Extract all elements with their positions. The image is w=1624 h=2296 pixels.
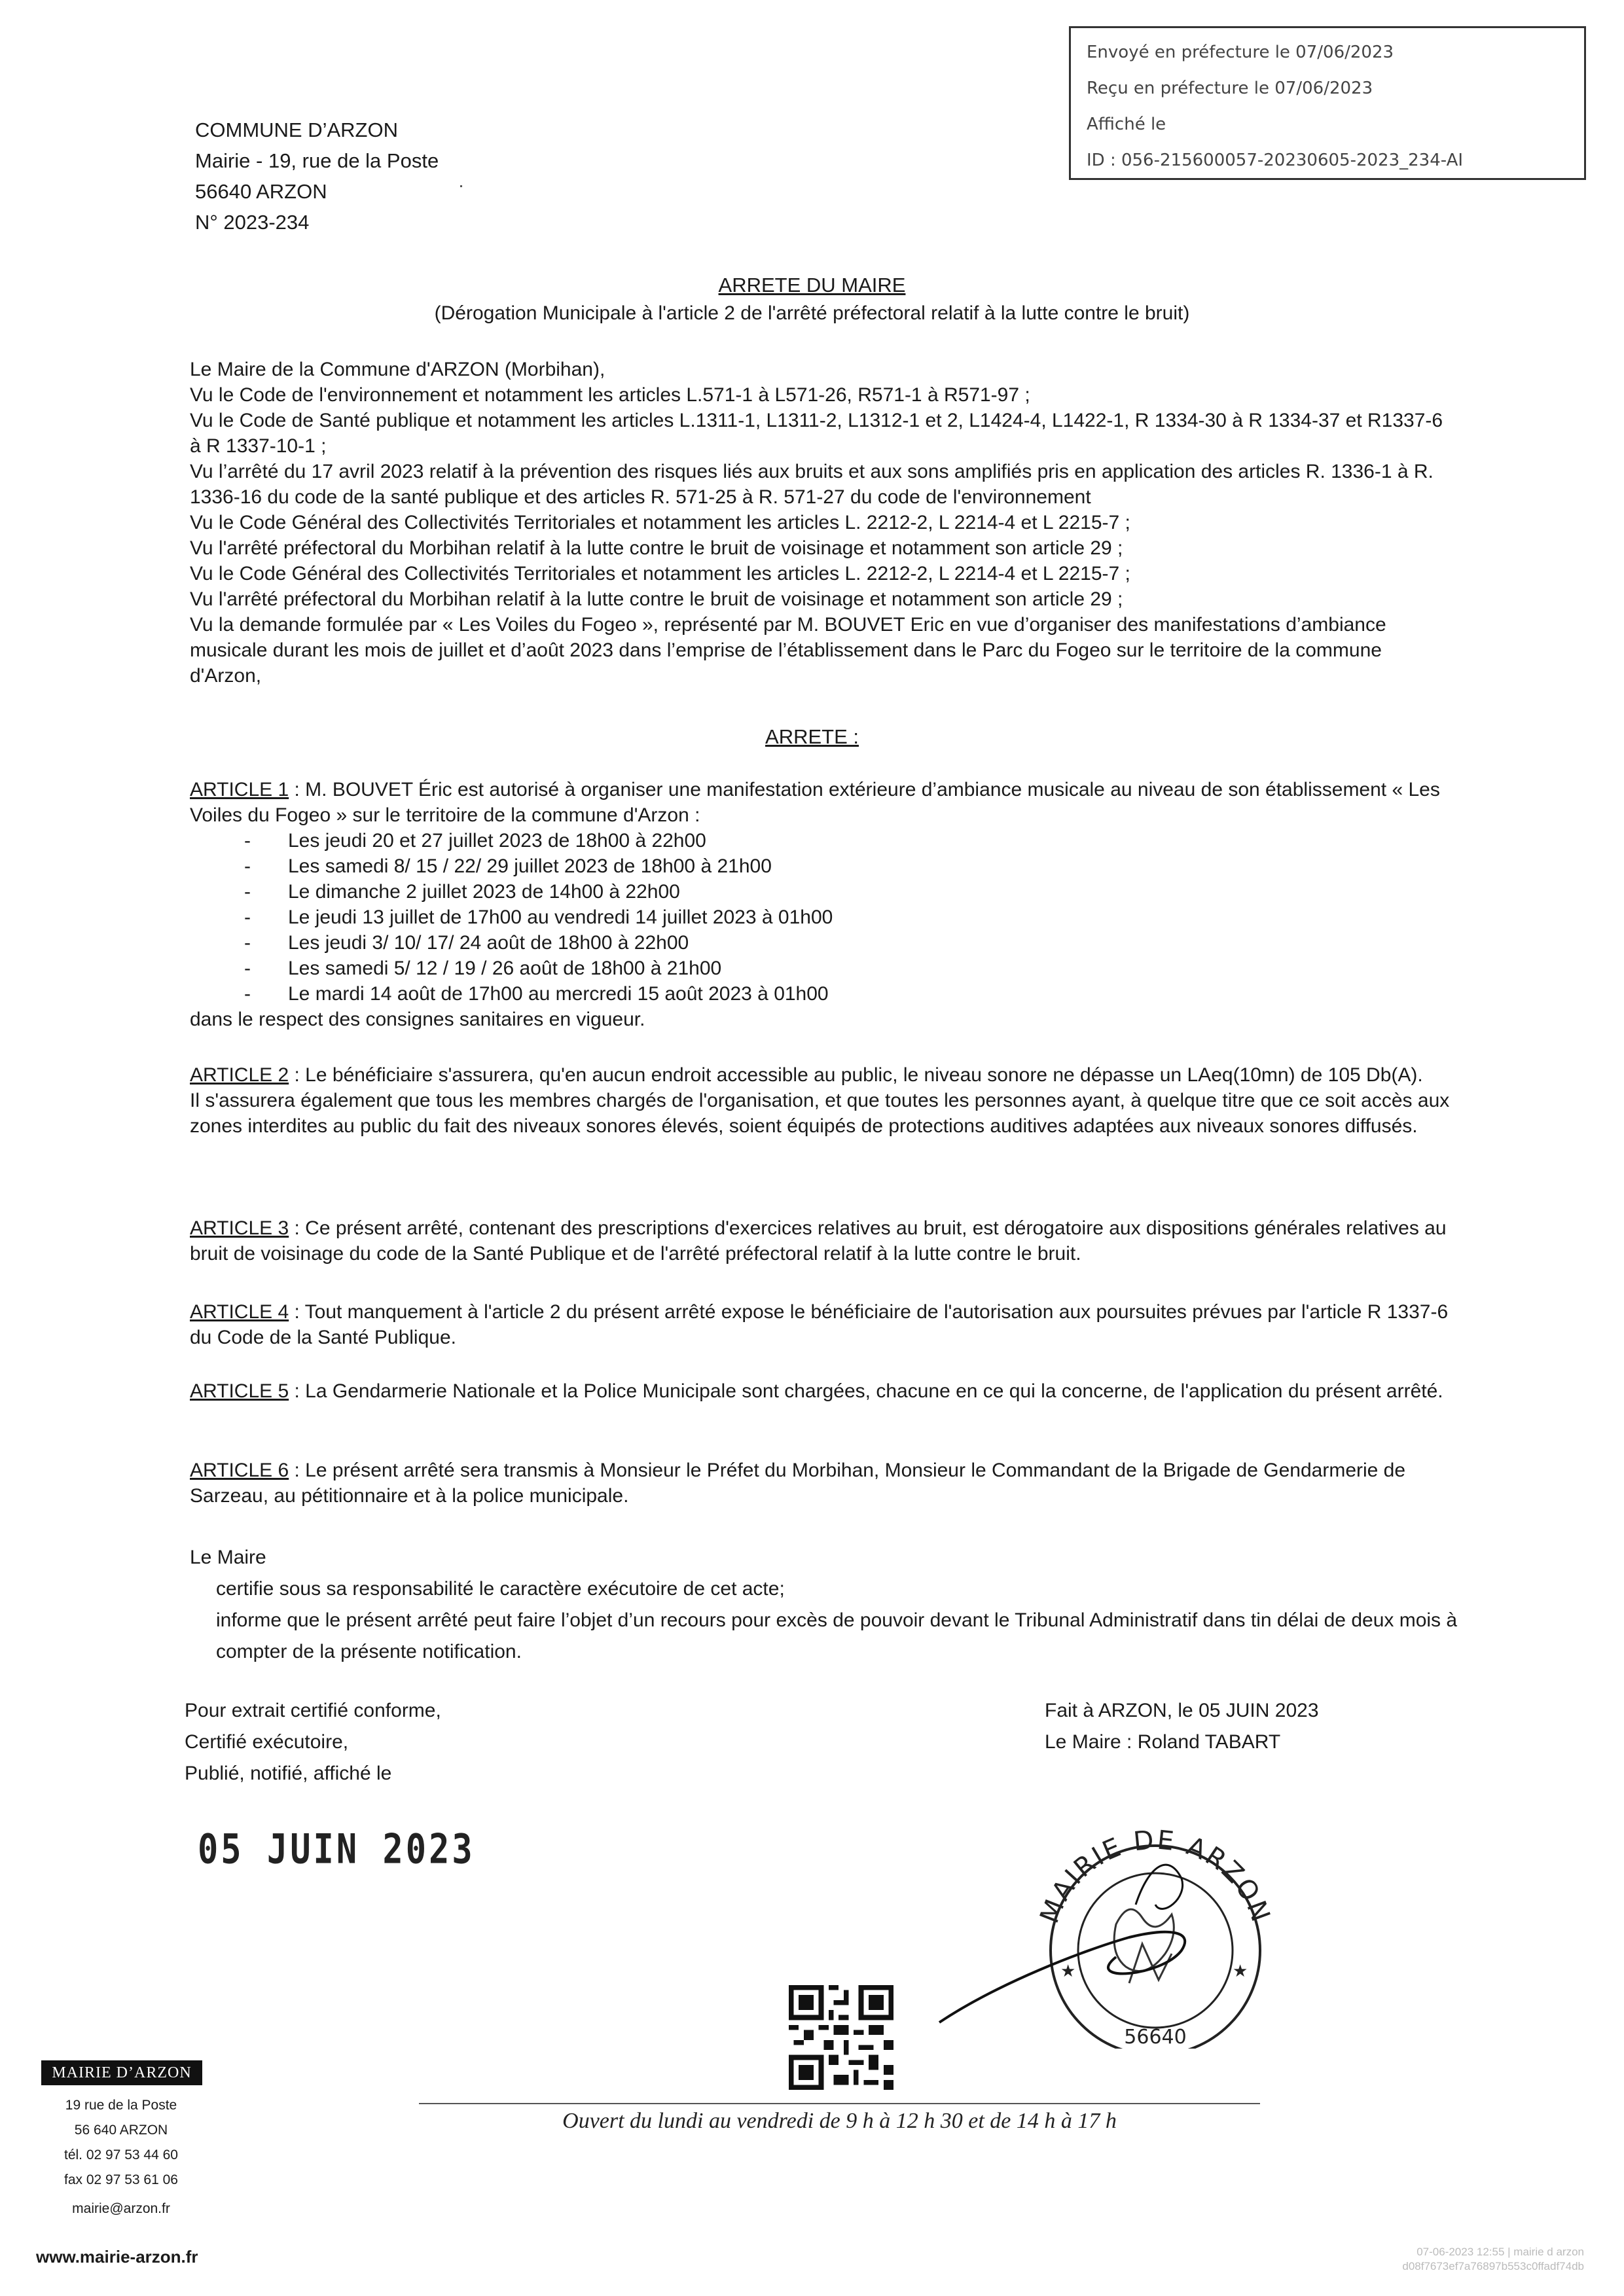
article-3-label: ARTICLE 3	[190, 1217, 289, 1239]
article-3	[190, 1215, 1456, 1266]
mayor-informs: informe que le présent arrêté peut faire l’objet d’un recours pour excès de pouvoir devant le Tribunal Administratif dans tin délai de deux mois à compter de la présente notification.	[216, 1609, 1458, 1662]
stamp-received-line: Reçu en préfecture le 07/06/2023	[1087, 79, 1373, 98]
article-4	[190, 1299, 1456, 1350]
sender-block	[195, 115, 439, 238]
place-and-date: Fait à ARZON, le 05 JUIN 2023	[1045, 1700, 1319, 1721]
certification-block	[185, 1695, 441, 1789]
certified-executory: Certifié exécutoire,	[185, 1731, 349, 1753]
article-6-label: ARTICLE 6	[190, 1460, 289, 1481]
event-date-item: - Les samedi 8/ 15 / 22/ 29 juillet 2023 de 18h00 à 21h00	[190, 853, 1456, 879]
preamble-line: Vu l'arrêté préfectoral du Morbihan relatif à la lutte contre le bruit de voisinage et notamment son article 29 ;	[190, 537, 1123, 559]
qr-code-icon	[789, 1985, 893, 2090]
mayor-name: Le Maire : Roland TABART	[1045, 1731, 1281, 1753]
event-date-item: - Le mardi 14 août de 17h00 au mercredi 15 août 2023 à 01h00	[190, 981, 1456, 1007]
sender-commune: COMMUNE D’ARZON	[195, 118, 398, 141]
mayor-certification	[190, 1542, 1466, 1668]
trace-hash: d08f7673ef7a76897b553c0ffadf74db	[1402, 2260, 1584, 2272]
arrete-heading: ARRETE :	[765, 725, 859, 748]
article-5-text: : La Gendarmerie Nationale et la Police Municipale sont chargées, chacune en ce qui la concerne, de l'application du présent arrêté.	[289, 1380, 1443, 1402]
article-3-text: : Ce présent arrêté, contenant des prescriptions d'exercices relatives au bruit, est dérogatoire aux dispositions générales relatives au bruit de voisinage du code de la Santé Publique et de l'arrêté préfectoral relatif à la lutte contre le bruit.	[190, 1217, 1447, 1265]
event-date-list	[190, 828, 1456, 1007]
article-6	[190, 1458, 1456, 1509]
sender-address: Mairie - 19, rue de la Poste	[195, 149, 439, 172]
certified-extract: Pour extrait certifié conforme,	[185, 1700, 441, 1721]
seal-text: MAIRIE DE ARZON	[1034, 1825, 1276, 1928]
svg-text:MAIRIE DE ARZON	[1034, 1825, 1276, 1928]
footer-email[interactable]: mairie@arzon.fr	[72, 2201, 170, 2216]
footer-phone: tél. 02 97 53 44 60	[64, 2147, 178, 2162]
footer-website-link[interactable]: www.mairie-arzon.fr	[36, 2247, 198, 2267]
preamble-line: Vu l’arrêté du 17 avril 2023 relatif à la prévention des risques liés aux bruits et aux sons amplifiés pris en application des articles R. 1336-1 à R. 1336-16 du code de la santé publique et des articles R. 571-25 à R. 571-27 du code de l'environnement	[190, 461, 1434, 508]
opening-hours: Ouvert du lundi au vendredi de 9 h à 12 h 30 et de 14 h à 17 h	[562, 2109, 1117, 2133]
article-2-text-2: Il s'assurera également que tous les membres chargés de l'organisation, et que toutes les personnes ayant, à quelque titre que ce soit accès aux zones interdites au public du fait des niveaux sonores élevés, soient équipés de protections auditives adaptées aux niveaux sonores diffusés.	[190, 1090, 1450, 1137]
event-date-item: - Le jeudi 13 juillet de 17h00 au vendredi 14 juillet 2023 à 01h00	[190, 905, 1456, 930]
mairie-logo: MAIRIE D’ARZON	[41, 2060, 202, 2085]
article-6-text: : Le présent arrêté sera transmis à Monsieur le Préfet du Morbihan, Monsieur le Commandant de la Brigade de Gendarmerie de Sarzeau, au pétitionnaire et à la police municipale.	[190, 1460, 1406, 1507]
preamble-line: Vu le Code Général des Collectivités Territoriales et notamment les articles L. 2212-2, L 2214-4 et L 2215-7 ;	[190, 563, 1130, 584]
footer-divider	[419, 2103, 1260, 2104]
preamble-line: Vu la demande formulée par « Les Voiles du Fogeo », représenté par M. BOUVET Eric en vue d’organiser des manifestations d’ambiance musicale durant les mois de juillet et d’août 2023 dans l’emprise de l’établissement dans le Parc du Fogeo sur le territoire de la commune d'Arzon,	[190, 614, 1386, 687]
article-5	[190, 1378, 1456, 1404]
signature-block	[1045, 1695, 1319, 1758]
stamp-id-line: ID : 056-215600057-20230605-2023_234-AI	[1087, 151, 1464, 170]
article-1-intro: : M. BOUVET Éric est autorisé à organiser une manifestation extérieure d’ambiance musicale au niveau de son établissement « Les Voiles du Fogeo » sur le territoire de la commune d'Arzon :	[190, 779, 1440, 826]
footer-fax: fax 02 97 53 61 06	[64, 2172, 178, 2187]
article-2-text: : Le bénéficiaire s'assurera, qu'en aucun endroit accessible au public, le niveau sonore ne dépasse un LAeq(10mn) de 105 Db(A).	[289, 1064, 1423, 1086]
event-date-item: - Les jeudi 20 et 27 juillet 2023 de 18h00 à 22h00	[190, 828, 1456, 853]
article-2-label: ARTICLE 2	[190, 1064, 289, 1086]
prefecture-stamp	[1069, 26, 1586, 180]
footer-city: 56 640 ARZON	[74, 2123, 168, 2138]
footer-address: 19 rue de la Poste	[65, 2098, 177, 2113]
stamp-posted-line: Affiché le	[1087, 115, 1166, 134]
transmission-trace	[1309, 2245, 1584, 2274]
published-notified: Publié, notifié, affiché le	[185, 1763, 392, 1784]
event-date-item: - Le dimanche 2 juillet 2023 de 14h00 à 22h00	[190, 879, 1456, 905]
article-4-label: ARTICLE 4	[190, 1301, 289, 1323]
stamp-sent-line: Envoyé en préfecture le 07/06/2023	[1087, 43, 1394, 62]
svg-text:★: ★	[1060, 1961, 1076, 1981]
seal-postcode: 56640	[1124, 2026, 1187, 2049]
article-5-label: ARTICLE 5	[190, 1380, 289, 1402]
mairie-seal-icon	[920, 1787, 1319, 2049]
article-4-text: : Tout manquement à l'article 2 du présent arrêté expose le bénéficiaire de l'autorisation aux poursuites prévues par l'article R 1337-6 du Code de la Santé Publique.	[190, 1301, 1449, 1348]
svg-text:★: ★	[1233, 1961, 1248, 1981]
event-date-item: - Les jeudi 3/ 10/ 17/ 24 août de 18h00 à 22h00	[190, 930, 1456, 956]
preamble-line: Vu le Code de Santé publique et notamment les articles L.1311-1, L1311-2, L1312-1 et 2, L1424-4, L1422-1, R 1334-30 à R 1334-37 et R1337-6 à R 1337-10-1 ;	[190, 410, 1443, 457]
preamble-line: Le Maire de la Commune d'ARZON (Morbihan),	[190, 359, 605, 380]
document-title: ARRETE DU MAIRE	[718, 274, 906, 296]
article-1-outro: dans le respect des consignes sanitaires en vigueur.	[190, 1009, 645, 1030]
mayor-heading: Le Maire	[190, 1547, 266, 1568]
event-date-item: - Les samedi 5/ 12 / 19 / 26 août de 18h00 à 21h00	[190, 956, 1456, 981]
article-1	[190, 777, 1456, 1032]
article-2	[190, 1062, 1456, 1139]
mairie-contact	[33, 2093, 209, 2221]
preamble	[190, 357, 1456, 689]
preamble-line: Vu le Code de l'environnement et notamment les articles L.571-1 à L571-26, R571-1 à R571-97 ;	[190, 384, 1030, 406]
preamble-line: Vu le Code Général des Collectivités Territoriales et notamment les articles L. 2212-2, L 2214-4 et L 2215-7 ;	[190, 512, 1130, 533]
preamble-line: Vu l'arrêté préfectoral du Morbihan relatif à la lutte contre le bruit de voisinage et notamment son article 29 ;	[190, 588, 1123, 610]
date-stamp: 05 JUIN 2023	[198, 1826, 475, 1873]
mayor-certifies: certifie sous sa responsabilité le caractère exécutoire de cet acte;	[216, 1578, 785, 1600]
trace-timestamp: 07-06-2023 12:55 | mairie d arzon	[1416, 2246, 1584, 2258]
document-subtitle: (Dérogation Municipale à l'article 2 de l'arrêté préfectoral relatif à la lutte contre le bruit)	[434, 302, 1190, 324]
article-1-label: ARTICLE 1	[190, 779, 289, 800]
decree-number: N° 2023-234	[195, 211, 310, 234]
scan-speck	[460, 185, 462, 187]
sender-city: 56640 ARZON	[195, 180, 327, 203]
